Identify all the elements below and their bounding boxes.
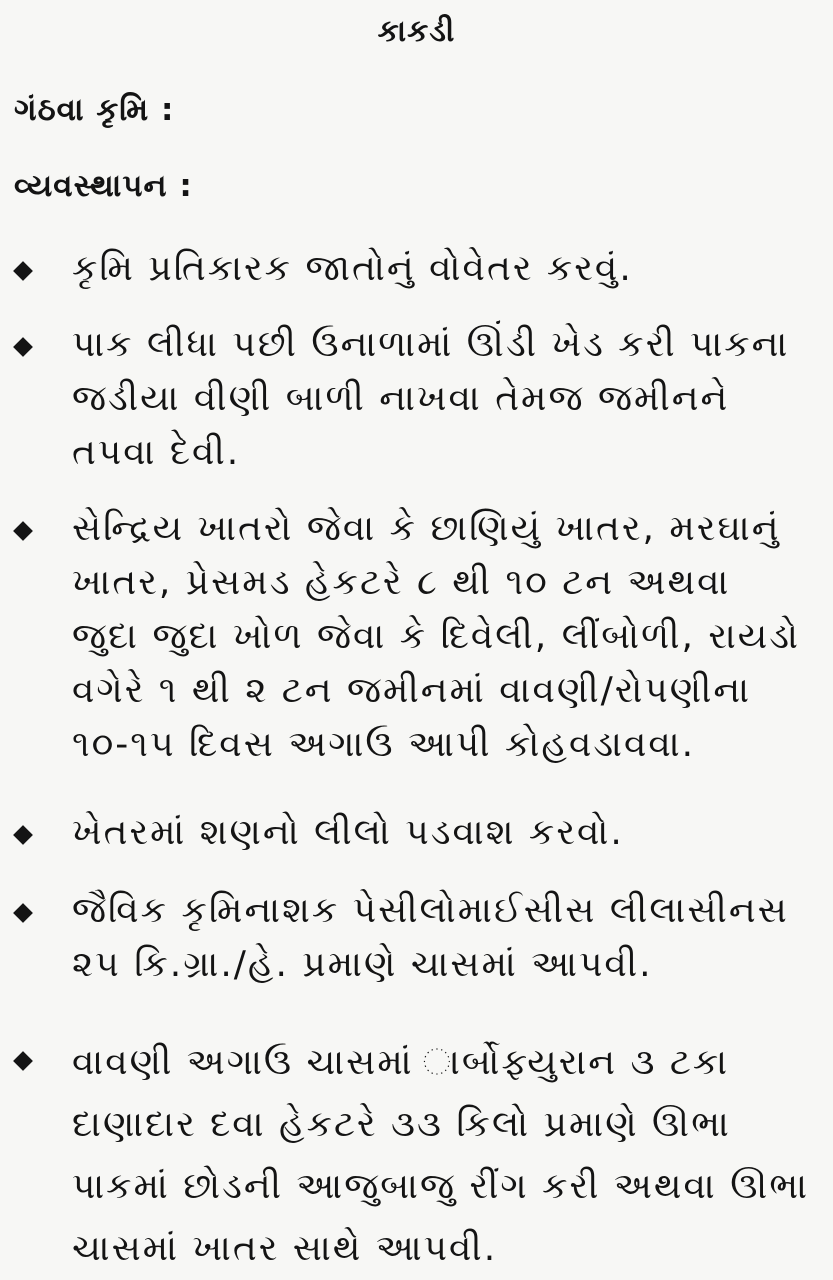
diamond-bullet-icon (13, 903, 33, 923)
section-heading-management: વ્યવસ્થાપન : (14, 168, 193, 204)
list-item-text: ખેતરમાં શણનો લીલો પડવાશ કરવો. (72, 812, 624, 853)
list-item-text: વાવણી અગાઉ ચાસમાં ાર્બોફ્યુરાન ૩ ટકા દાણાદાર દવા હેકટરે ૩૩ કિલો પ્રમાણે ઊભા પાકમાં છોડની આજુબાજુ રીંગ કરી અથવા ઊભા ચાસમાં ખાતર સાથે આપવી. (72, 1042, 810, 1269)
document-title: કાકડી (377, 14, 456, 49)
section-heading-nematode: ગંઠવા કૃમિ : (14, 92, 175, 128)
list-item-text: જૈવિક કૃમિનાશક પેસીલોમાઈસીસ લીલાસીનસ ૨૫ કિ.ગ્રા./હે. પ્રમાણે ચાસમાં આપવી. (72, 890, 789, 985)
list-item-text: સેન્દ્રિય ખાતરો જેવા કે છાણિયું ખાતર, મરઘાનું ખાતર, પ્રેસમડ હેકટરે ૮ થી ૧૦ ટન અથવા જુદા જુદા ખોળ જેવા કે દિવેલી, લીંબોળી, રાયડો વગેરે ૧ થી ૨ ટન જમીનમાં વાવણી/રોપણીના ૧૦-૧૫ દિવસ અગાઉ આપી કોહવડાવવા. (72, 508, 801, 765)
diamond-bullet-icon (13, 261, 33, 281)
list-item-text: પાક લીધા પછી ઉનાળામાં ઊંડી ખેડ કરી પાકના જડીયા વીણી બાળી નાખવા તેમજ જમીનને તપવા દેવી. (72, 324, 790, 473)
diamond-bullet-icon (13, 825, 33, 845)
diamond-bullet-icon (13, 521, 33, 541)
list-item-text: કૃમિ પ્રતિકારક જાતોનું વોવેતર કરવું. (72, 248, 633, 289)
diamond-bullet-icon (13, 337, 33, 357)
diamond-bullet-icon (13, 1051, 33, 1071)
